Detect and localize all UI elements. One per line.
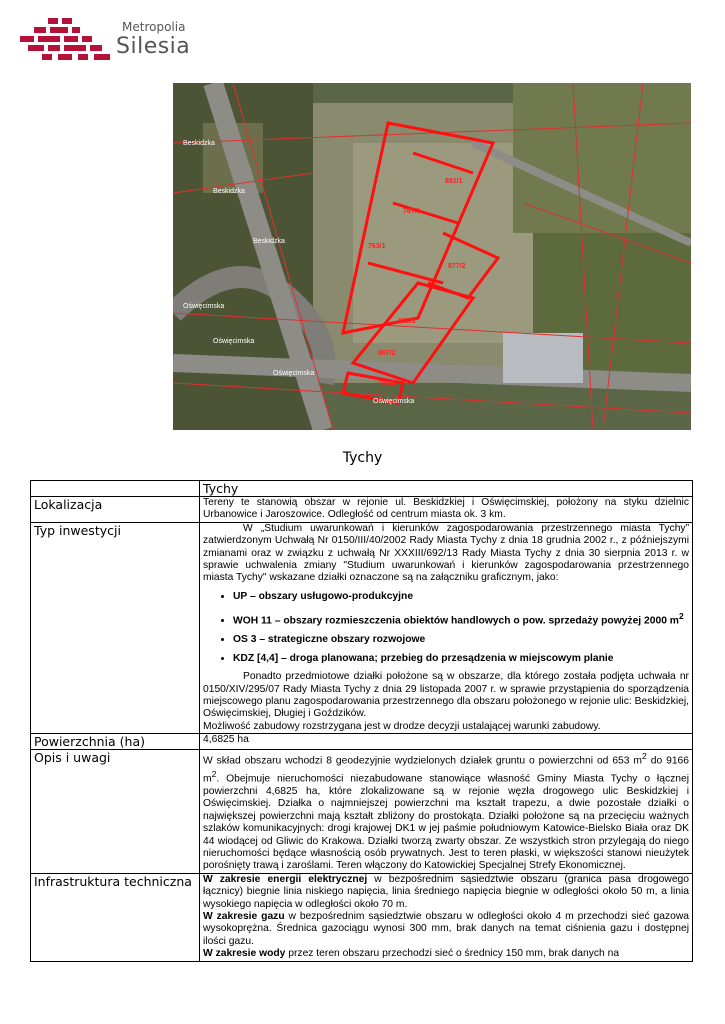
street-label: Oświęcimska	[273, 370, 315, 377]
street-label: Beskidzka	[183, 140, 215, 147]
parcel-label: 881/1	[445, 178, 463, 185]
table-row	[31, 873, 693, 961]
opis-label: Opis i uwagi	[31, 750, 200, 874]
parcel-label: 784/2	[378, 380, 396, 387]
zoning-list	[203, 590, 689, 666]
lokalizacja-label: Lokalizacja	[31, 497, 200, 523]
parcel-label: 767/1	[403, 208, 421, 215]
logo-text-top: Metropolia	[122, 20, 186, 34]
parcel-label: 877/2	[448, 263, 466, 270]
investment-info-table	[30, 480, 693, 962]
infra-label: Infrastruktura techniczna	[31, 873, 200, 961]
street-label: Oświęcimska	[213, 338, 255, 345]
parcel-label: 867/2	[378, 350, 396, 357]
typ-value	[200, 522, 693, 733]
map-caption: Tychy	[342, 450, 383, 466]
map-svg	[173, 83, 691, 430]
powierzchnia-value: 4,6825 ha	[200, 734, 693, 750]
aerial-parcel-map	[173, 83, 691, 430]
street-label: Oświęcimska	[373, 398, 415, 405]
list-item: • WOH 11 – obszary rozmieszczenia obiektów handlowych o pow. sprzedaży powyżej 2000 $m^2$	[233, 609, 689, 628]
parcel-label: 763/1	[368, 243, 386, 250]
table-row	[31, 750, 693, 874]
table-row	[31, 497, 693, 523]
street-label: Beskidzka	[253, 238, 285, 245]
table-row	[31, 734, 693, 750]
typ-paragraph: Ponadto przedmiotowe działki położone są w obszarze, dla którego została podjęta uchwała nr 0150/XIV/295/07 Rady Miasta Tychy z dnia 29 listopada 2007 r. w sprawie przystąpienia do sporządzenia miejscowego planu zagospodarowania przestrzennego dla obszaru położonego w rejonie ulic: Beskidzkiej, Oświęcimskiej, Długiej i Goździków.	[203, 671, 689, 720]
parcel-label: 883/3	[398, 318, 416, 325]
infra-value: W zakresie energii elektrycznej w bezpośrednim sąsiedztwie obszaru (granica pasa drogowego łącznicy) biegnie linia niskiego napięcia, linia średniego napięcia biegnie w odległości około 50 m, a linia wysokiego napięcia w odległości około 70 m. W zakresie gazu w bezpośrednim sąsiedztwie obszaru w odległości około 4 m przechodzi sieć gazowa wysokoprężna. Średnica gazociągu wynosi 300 mm, brak danych na temat ciśnienia gazu i dostępnej ilości gazu. W zakresie wody przez teren obszaru przechodzi sieć o średnicy 150 mm, brak danych na	[200, 873, 693, 961]
list-item: • UP – obszary usługowo-produkcyjne	[233, 590, 689, 604]
logo-squares-icon	[18, 14, 128, 64]
typ-paragraph: W „Studium uwarunkowań i kierunków zagospodarowania przestrzennego miasta Tychy” zatwierdzonym Uchwałą Nr 0150/III/40/2002 Rady Miasta Tychy z dnia 18 grudnia 2002 r., z późniejszymi zmianami oraz w związku z uchwałą Nr XXXIII/692/13 Rady Miasta Tychy z dnia 30 sierpnia 2013 r. w sprawie uchwalenia zmiany "Studium uwarunkowań i kierunków zagospodarowania przestrzennego miasta Tychy" wskazane działki oznaczone są na załączniku graficznym, jako:	[203, 522, 689, 584]
typ-paragraph: Możliwość zabudowy rozstrzygana jest w drodze decyzji ustalającej warunki zabudowy.	[203, 720, 601, 732]
street-label: Oświęcimska	[183, 303, 225, 310]
list-item: • OS 3 – strategiczne obszary rozwojowe	[233, 633, 689, 647]
table-row	[31, 481, 693, 497]
powierzchnia-label: Powierzchnia (ha)	[31, 734, 200, 750]
opis-value: W skład obszaru wchodzi 8 geodezyjnie wydzielonych działek gruntu o powierzchni od 653 $m^2$ do 9166 $m^2$. Obejmuje nieruchomości niezabudowane stanowiące własność Gminy Miasta Tychy o łącznej powierzchni 4,6825 ha, które zlokalizowane są w rejonie węzła drogowego ulic Beskidzkiej i Oświęcimskiej. Działka o najmniejszej powierzchni ma kształt trapezu, a dwie pozostałe działki o największej powierzchni mają kształt zbliżony do prostokąta. Działki położone są na przecięciu ważnych szlaków komunikacyjnych: drogi krajowej DK1 w jej paśmie południowym Katowice-Bielsko Biała oraz DK 44 wiodącej od Gliwic do Krakowa. Działki tworzą zwarty obszar. Ze wszystkich stron przylegają do niego nieruchomości będące własnością osób prywatnych. Jest to teren płaski, w większości stanowi nieużytek porośnięty trawą i zaroślami. Teren włączony do Katowickiej Specjalnej Strefy Ekonomicznej.	[200, 750, 693, 874]
lokalizacja-value: Tereny te stanowią obszar w rejonie ul. Beskidzkiej i Oświęcimskiej, położony na styku dzielnic Urbanowice i Jaroszowice. Odległość od centrum miasta ok. 3 km.	[200, 497, 693, 523]
typ-label: Typ inwestycji	[31, 522, 200, 733]
list-item: • KDZ [4,4] – droga planowana; przebieg do przesądzenia w miejscowym planie	[233, 652, 689, 666]
table-title: Tychy	[200, 481, 693, 497]
street-label: Beskidzka	[213, 188, 245, 195]
table-row	[31, 522, 693, 733]
logo-text-main: Silesia	[116, 34, 191, 59]
